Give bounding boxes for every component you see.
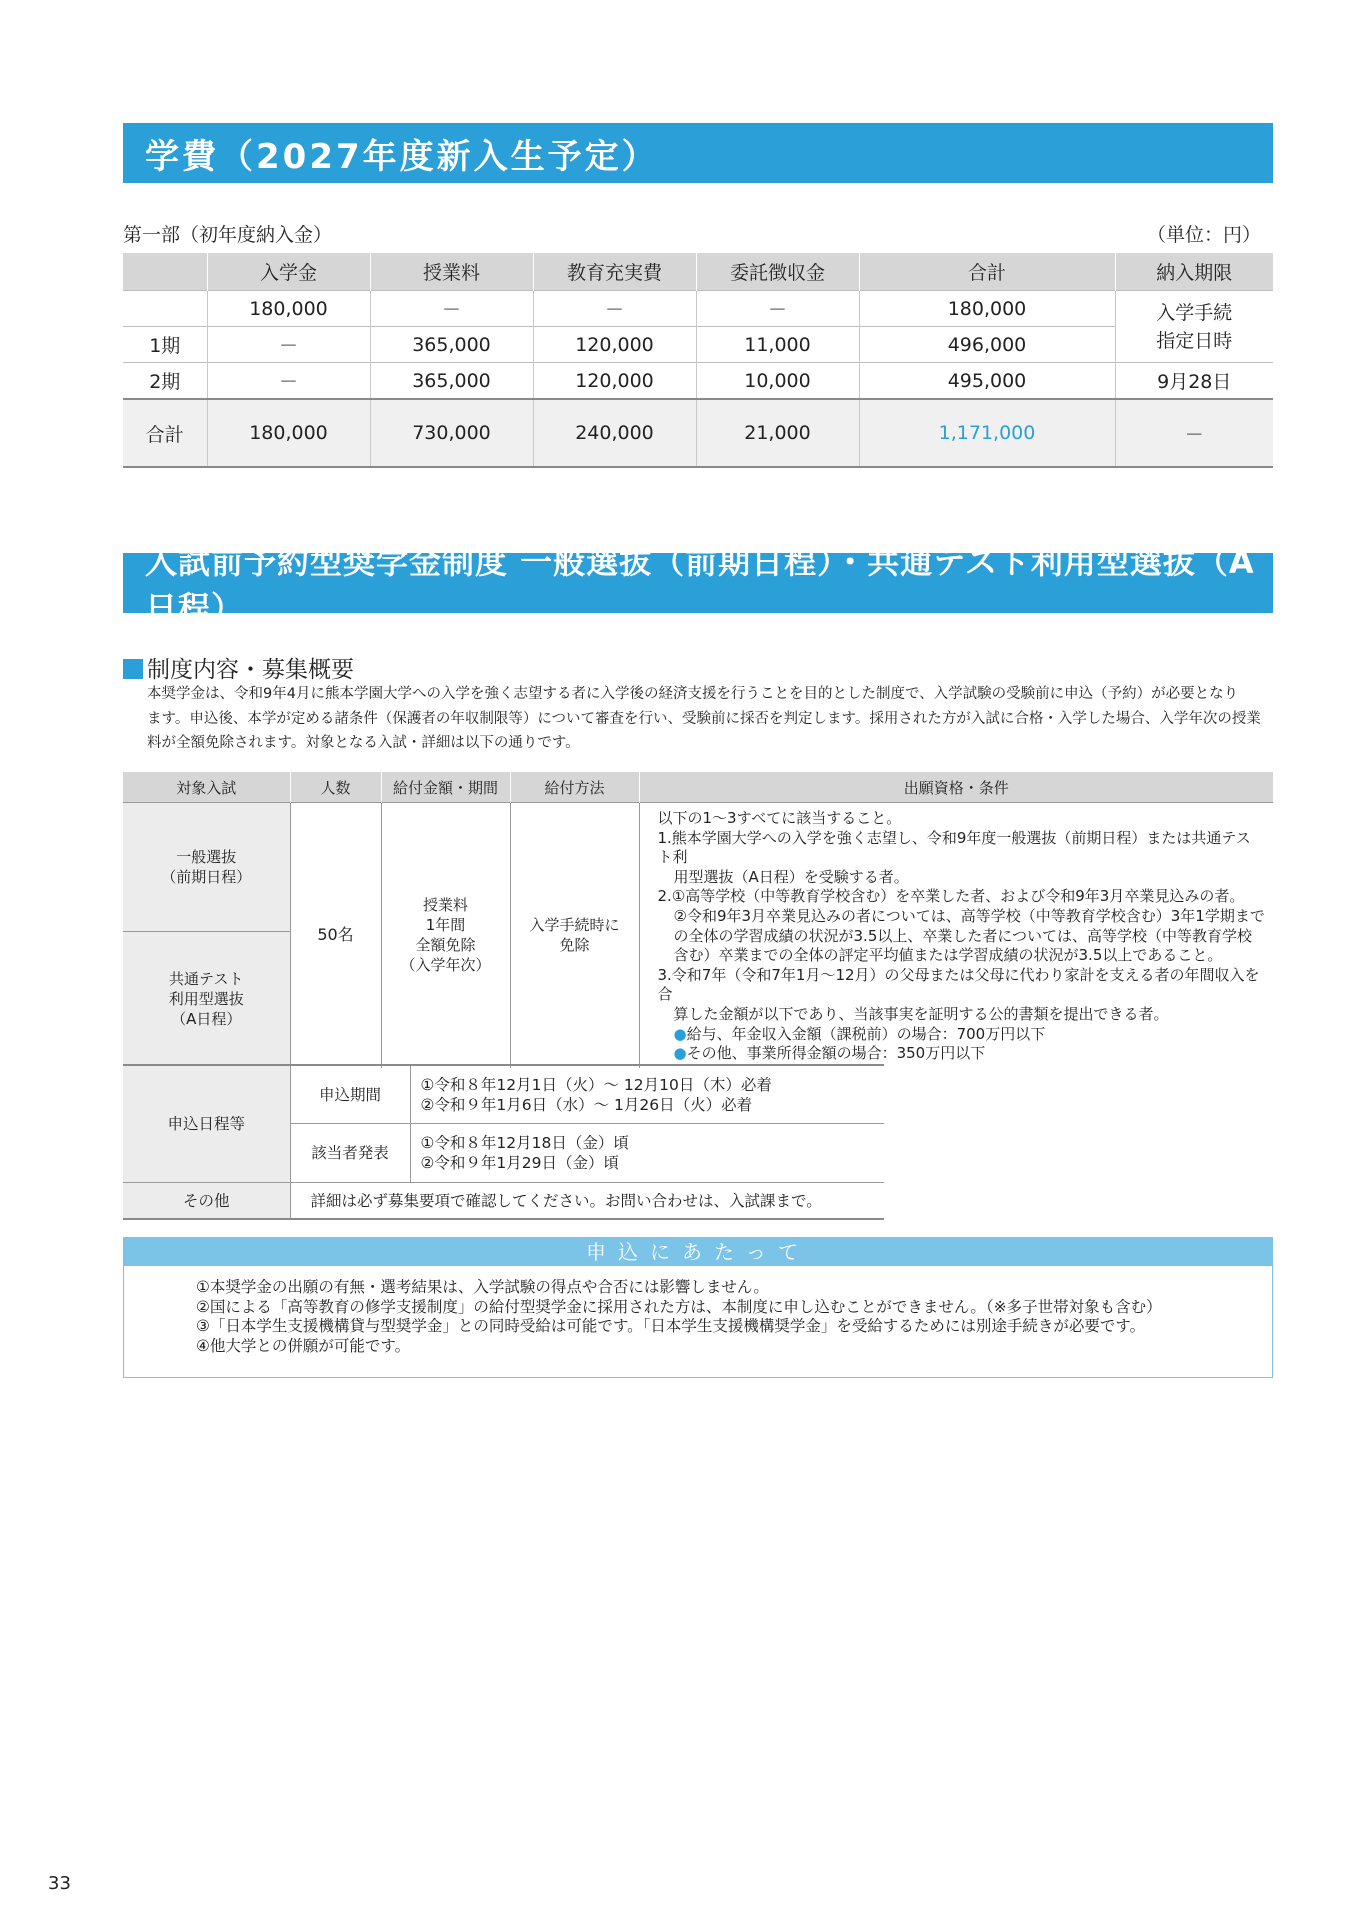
table-cell: 180,000 xyxy=(859,291,1115,327)
bullet-dot-icon: ● xyxy=(673,1044,687,1063)
announce-line: ②令和９年1月29日（金）頃 xyxy=(420,1154,619,1172)
table-header-row xyxy=(123,253,1273,291)
table-row xyxy=(123,803,1273,932)
table-cell: 21,000 xyxy=(696,399,859,467)
header-cell: 合計 xyxy=(859,253,1115,291)
notice-item: ②国による「高等教育の修学支援制度」の給付型奨学金に採用された方は、本制度に申し込むことができません。（※多子世帯対象も含む） xyxy=(196,1297,1162,1316)
table-cell: 120,000 xyxy=(533,327,696,363)
row-label: 1期 xyxy=(123,327,207,363)
condition-line: 2.①高等学校（中等教育学校含む）を卒業した者、および令和9年3月卒業見込みの者。 xyxy=(657,887,1245,906)
amount-cell: 授業料 1年間 全額免除 （入学年次） xyxy=(381,803,510,1068)
intro-line: 本奨学金は、令和9年4月に熊本学園大学への入学を強く志望する者に入学後の経済支援を行うことを目的とした制度で、入学試験の受験前に申込（予約）が必要となり xyxy=(147,686,1239,702)
deadline-cell: 9月28日 xyxy=(1115,363,1273,400)
header-cell: 給付方法 xyxy=(510,772,639,803)
table-cell: 10,000 xyxy=(696,363,859,400)
table-row xyxy=(123,1183,884,1220)
method-cell: 入学手続時に 免除 xyxy=(510,803,639,1068)
other-value: 詳細は必ず募集要項で確認してください。お問い合わせは、入試課まで。 xyxy=(290,1183,884,1220)
intro-paragraph xyxy=(147,682,1267,756)
header-cell: 委託徴収金 xyxy=(696,253,859,291)
table-row xyxy=(123,291,1273,327)
period-line: ②令和９年1月6日（水）～ 1月26日（火）必着 xyxy=(420,1095,753,1114)
conditions-cell xyxy=(639,803,1273,1068)
table-cell: 180,000 xyxy=(207,291,370,327)
header-cell: 人数 xyxy=(290,772,381,803)
announce-line: ①令和８年12月18日（金）頃 xyxy=(420,1134,629,1152)
condition-line: の全体の学習成績の状況が3.5以上、卒業した者については、高等学校（中等教育学校 xyxy=(673,926,1253,945)
condition-line: 含む）卒業までの全体の評定平均値または学習成績の状況が3.5以上であること。 xyxy=(673,946,1223,965)
table-row xyxy=(123,1065,884,1124)
row-label xyxy=(123,291,207,327)
deadline-cell: － xyxy=(1115,399,1273,467)
square-bullet-icon xyxy=(123,659,143,679)
scholarship-section-title: 入試前予約型奨学金制度 一般選抜（前期日程）・共通テスト利用型選抜（A日程） xyxy=(123,553,1273,613)
header-cell: 納入期限 xyxy=(1115,253,1273,291)
condition-line: 算した金額が以下であり、当該事実を証明する公的書類を提出できる者。 xyxy=(673,1004,1169,1023)
period-line: ①令和８年12月1日（火）～ 12月10日（木）必着 xyxy=(420,1075,772,1094)
header-cell: 対象入試 xyxy=(123,772,290,803)
fee-table xyxy=(123,253,1273,468)
notice-item: ①本奨学金の出願の有無・選考結果は、入学試験の得点や合否には影響しません。 xyxy=(196,1278,769,1296)
table-cell: 180,000 xyxy=(207,399,370,467)
condition-text: その他、事業所得金額の場合：350万円以下 xyxy=(686,1044,986,1063)
condition-text: 給与、年金収入金額（課税前）の場合：700万円以下 xyxy=(686,1024,1046,1043)
condition-line xyxy=(658,1044,1266,1064)
total-row xyxy=(123,399,1273,467)
schedule-label: 申込日程等 xyxy=(123,1065,290,1183)
period-value xyxy=(410,1065,884,1124)
other-label: その他 xyxy=(123,1183,290,1220)
exam-cell: 共通テスト 利用型選抜 （A日程） xyxy=(123,931,290,1068)
header-cell xyxy=(123,253,207,291)
header-cell: 給付金額・期間 xyxy=(381,772,510,803)
tuition-section-title: 学費（2027年度新入生予定） xyxy=(123,123,1273,183)
notice-body xyxy=(124,1266,1272,1356)
notice-title: 申込にあたって xyxy=(124,1238,1272,1266)
table-cell: 730,000 xyxy=(370,399,533,467)
table-header-row xyxy=(123,772,1273,803)
period-label: 申込期間 xyxy=(290,1065,410,1124)
schedule-table xyxy=(123,1064,884,1220)
notice-item: ③「日本学生支援機構貸与型奨学金」との同時受給は可能です。「日本学生支援機構奨学金」を受給するためには別途手続きが必要です。 xyxy=(196,1317,1146,1335)
condition-line: ②令和9年3月卒業見込みの者については、高等学校（中等教育学校含む）3年1学期まで xyxy=(673,906,1265,925)
bullet-dot-icon: ● xyxy=(673,1024,687,1043)
scholarship-table xyxy=(123,772,1273,1069)
count-cell: 50名 xyxy=(290,803,381,1068)
condition-line: 用型選抜（A日程）を受験する者。 xyxy=(673,867,909,886)
header-cell: 授業料 xyxy=(370,253,533,291)
subheading-text: 制度内容・募集概要 xyxy=(147,657,354,683)
condition-line: 以下の1～3すべてに該当すること。 xyxy=(657,809,902,827)
table-cell: 495,000 xyxy=(859,363,1115,400)
row-label: 合計 xyxy=(123,399,207,467)
header-cell: 教育充実費 xyxy=(533,253,696,291)
grand-total-cell: 1,171,000 xyxy=(859,399,1115,467)
row-label: 2期 xyxy=(123,363,207,400)
table-cell: － xyxy=(207,327,370,363)
exam-cell: 一般選抜 （前期日程） xyxy=(123,803,290,932)
condition-line: 3.令和7年（令和7年1月～12月）の父母または父母に代わり家計を支える者の年間収入を合 xyxy=(657,965,1260,1004)
announce-value xyxy=(410,1124,884,1183)
subheading xyxy=(123,651,354,684)
announce-label: 該当者発表 xyxy=(290,1124,410,1183)
fee-table-caption: 第一部（初年度納入金） xyxy=(123,224,333,246)
table-cell: － xyxy=(533,291,696,327)
table-cell: 120,000 xyxy=(533,363,696,400)
table-cell: － xyxy=(696,291,859,327)
table-cell: 496,000 xyxy=(859,327,1115,363)
notice-box xyxy=(123,1237,1273,1378)
table-cell: 11,000 xyxy=(696,327,859,363)
notice-item: ④他大学との併願が可能です。 xyxy=(196,1336,411,1355)
table-cell: － xyxy=(370,291,533,327)
table-cell: － xyxy=(207,363,370,400)
condition-line: 1.熊本学園大学への入学を強く志望し、令和9年度一般選抜（前期日程）または共通テスト利 xyxy=(657,828,1251,867)
header-cell: 出願資格・条件 xyxy=(639,772,1273,803)
table-row xyxy=(123,327,1273,363)
condition-line xyxy=(658,1025,1266,1045)
page-number: 33 xyxy=(48,1873,71,1894)
header-cell: 入学金 xyxy=(207,253,370,291)
table-cell: 365,000 xyxy=(370,363,533,400)
deadline-cell: 入学手続 指定日時 xyxy=(1115,291,1273,363)
table-cell: 365,000 xyxy=(370,327,533,363)
table-cell: 240,000 xyxy=(533,399,696,467)
table-row xyxy=(123,363,1273,400)
intro-line: 料が全額免除されます。対象となる入試・詳細は以下の通りです。 xyxy=(147,735,580,751)
unit-label: （単位：円） xyxy=(1146,224,1261,246)
intro-line: ます。申込後、本学が定める諸条件（保護者の年収制限等）について審査を行い、受験前に採否を判定します。採用された方が入試に合格・入学した場合、入学年次の授業 xyxy=(147,710,1261,727)
